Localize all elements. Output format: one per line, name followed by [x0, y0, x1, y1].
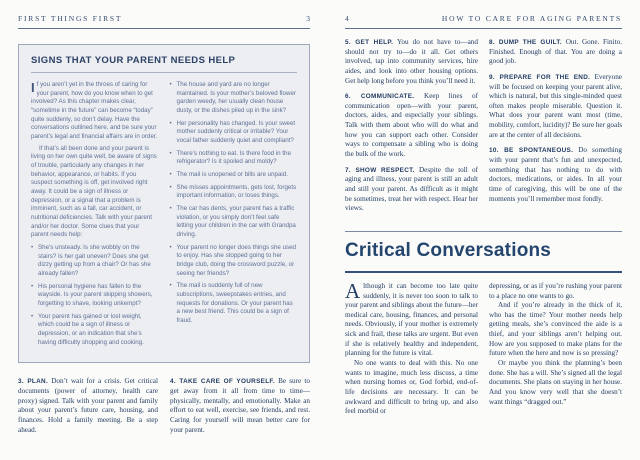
section-paragraph: No one wants to deal with this. No one wants to imagine, much less discuss, a time when nursing homes or, God forbid, end-of-life decisions are necessary. It can be awkward and difficult to bring up, and also feel morbid or — [345, 359, 478, 416]
item-6-text: Keep lines of communication open—with your parent, doctors, aides, and especially your siblings. Talk with them about who will do what and how you can support each other. Consider ways to compensate a sibling who is doing the bulk of the work. — [345, 92, 478, 159]
item-4-text: Be sure to get away from it all from time to time—physically, mentally, and emotionally. Make an effort to eat well, exercise, see friends, and rest. Caring for yourself will mean better care for your parent. — [170, 377, 310, 434]
section-heading: Critical Conversations — [345, 239, 552, 261]
section-paragraph: depressing, or as if you’re rushing your parent to a place no one wants to go. — [489, 281, 622, 300]
item-9-text: Everyone will be focused on keeping your parent alive, which is natural, but this single-minded quest often makes people miserable. Question it. What does your parent want most (time, mobility, comfort, lucidity)? Be sure her goals are at the center of all decisions. — [489, 72, 622, 139]
left-page-number: 3 — [306, 14, 310, 23]
item-9-label: 9. PREPARE FOR THE END. — [489, 73, 591, 81]
right-page-columns — [345, 38, 622, 220]
right-page-left-column — [345, 38, 478, 220]
numbered-item-3 — [18, 377, 158, 435]
numbered-item-10 — [489, 146, 622, 204]
dropcap-i: I — [31, 80, 35, 95]
section-paragraph-text: lthough it can become too late quite suddenly, it is never too soon to talk to your parent and siblings about the future—her medical care, housing, finances, and personal needs. Obviously, if your mother is extremely sick and frail, these talks are urgent. But even if she is relatively healthy and independent, planning for the future is vital. — [345, 281, 478, 358]
numbered-item-5 — [345, 38, 478, 86]
numbered-item-6 — [345, 92, 478, 159]
numbered-item-4 — [170, 377, 310, 435]
item-8-text: Out. Gone. Finito. Finished. Enough of that. You are doing a good job. — [489, 38, 622, 66]
signs-box — [18, 44, 310, 363]
box-bullet: • She’s unsteady. Is she wobbly on the stairs? Is her gait uneven? Does she get dizzy getting up from a chair? Or has she already fallen? — [31, 244, 159, 279]
section-right-column — [489, 282, 622, 417]
item-4-label: 4. TAKE CARE OF YOURSELF. — [170, 378, 275, 386]
box-bullet: • His personal hygiene has fallen to the wayside. Is your parent skipping showers, forgetting to shave, looking unkempt? — [31, 283, 159, 309]
section-paragraph — [345, 278, 478, 359]
left-running-head — [18, 14, 310, 29]
left-running-title: FIRST THINGS FIRST — [18, 14, 123, 23]
section-paragraph: And if you’re already in the thick of it, who has the time? Your mother needs help getting meals, she’s convinced the aide is a thief, and your siblings aren’t helping out. How are you supposed to make plans for the future when the here and now is so pressing? — [489, 301, 622, 358]
box-intro-paragraph-1 — [31, 81, 159, 142]
numbered-item-9 — [489, 73, 622, 140]
right-running-head — [345, 14, 622, 29]
box-bullet: • The car has dents, your parent has a traffic violation, or you simply don’t feel safe letting your children in the car with Grandpa driving. — [170, 205, 298, 240]
item-5-text: You do not have to—and should not try to—do it all. Get others involved, tap into community services, hire aides, and look into other housing options. Get help long before you think you’ll need it. — [345, 38, 478, 85]
box-bullet: • Your parent has gained or lost weight, which could be a sign of illness or depression, or an indication that she’s having difficulty shopping and cooking. — [31, 313, 159, 348]
signs-box-left-column — [31, 81, 159, 351]
box-intro-paragraph-2: If that’s all been done and your parent is living on her own quite well, be aware of signs of trouble, particularly any changes in her behavior, appearance, or habits. If you suspect something is off, get involved right away. It could be a sign of illness or depression, or a signal that a problem is imminent, such as a fall, car accident, or nutritional deficiencies. Talk with your parent and/or her doctor. Some clues that your parent needs help: — [31, 144, 157, 239]
section-rule — [345, 271, 622, 273]
right-page-number: 4 — [345, 14, 349, 23]
box-bullet: • The mail is unopened or bills are unpaid. — [170, 171, 298, 180]
item-7-text: Despite the toll of aging and illness, your parent is still an adult and still your parent. As difficult as it might be sometimes, treat her with respect. Hear her views. — [345, 165, 479, 213]
section-paragraph: Or maybe you think the planning’s been done. She has a will. She’s signed all the legal documents. She plans on staying in her house. And you know very well that she doesn’t want things “dragged out.” — [489, 359, 622, 406]
box-bullet: • Your parent no longer does things she used to enjoy. Has she stopped going to her bridge club, doing the crossword puzzle, or seeing her friends? — [170, 244, 298, 279]
left-page — [18, 14, 310, 435]
item-3-label: 3. PLAN. — [18, 378, 49, 386]
box-bullet: • The mail is suddenly full of new subscriptions, sweepstakes entries, and requests for donations. Or your parent has a new best friend. This could be a sign of fraud. — [170, 282, 298, 325]
dropcap-a: A — [345, 278, 361, 303]
signs-box-right-column — [170, 81, 298, 351]
numbered-item-8 — [489, 38, 622, 67]
item-6-label: 6. COMMUNICATE. — [345, 93, 415, 101]
box-bullet: • There’s nothing to eat. Is there food in the refrigerator? Is it spoiled and moldy? — [170, 150, 298, 167]
right-running-title: HOW TO CARE FOR AGING PARENTS — [441, 14, 622, 23]
item-10-text: Do something with your parent that’s fun and unexpected, something that has nothing to do with doctors, medications, or aides. In all your time of caregiving, this will be one of the moments you’ll remember most fondly. — [489, 146, 622, 203]
right-page-right-column — [489, 38, 622, 220]
numbered-item-7 — [345, 166, 478, 214]
box-bullet: • The house and yard are no longer maintained. Is your mother’s beloved flower garden weedy, her usually clean house dusty, or the dishes piled up in the sink? — [170, 81, 298, 116]
item-7-label: 7. SHOW RESPECT. — [345, 166, 415, 174]
section-left-column — [345, 278, 478, 417]
box-intro-text-1: f you aren’t yet in the throes of caring for your parent, how do you know when to get involved? As this chapter makes clear, “sometime in the future” can become “today” quite suddenly, so don’t delay. Have the conversations outlined here, and be sure your parent’s legal and financial affairs are in order. — [31, 81, 158, 141]
item-5-label: 5. GET HELP. — [345, 39, 394, 46]
left-page-items — [18, 377, 310, 435]
box-bullet: • She misses appointments, gets lost, forgets important information, or loses things. — [170, 184, 298, 201]
signs-box-columns — [31, 81, 297, 351]
item-8-label: 8. DUMP THE GUILT. — [489, 39, 562, 46]
signs-box-title: SIGNS THAT YOUR PARENT NEEDS HELP — [31, 55, 297, 73]
right-page — [345, 14, 622, 417]
section-columns — [345, 278, 622, 417]
item-10-label: 10. BE SPONTANEOUS. — [489, 147, 574, 155]
box-bullet: • Her personality has changed. Is your sweet mother suddenly critical or irritable? Your vocal father suddenly quiet and compliant? — [170, 120, 298, 146]
critical-conversations-section — [345, 231, 622, 417]
item-3-text: Don’t wait for a crisis. Get critical documents (power of attorney, health care proxy) signed. Talk with your parent and family about your parent’s future care, housing, and finances. Hold a family meeting. Be a step ahead. — [18, 377, 158, 434]
